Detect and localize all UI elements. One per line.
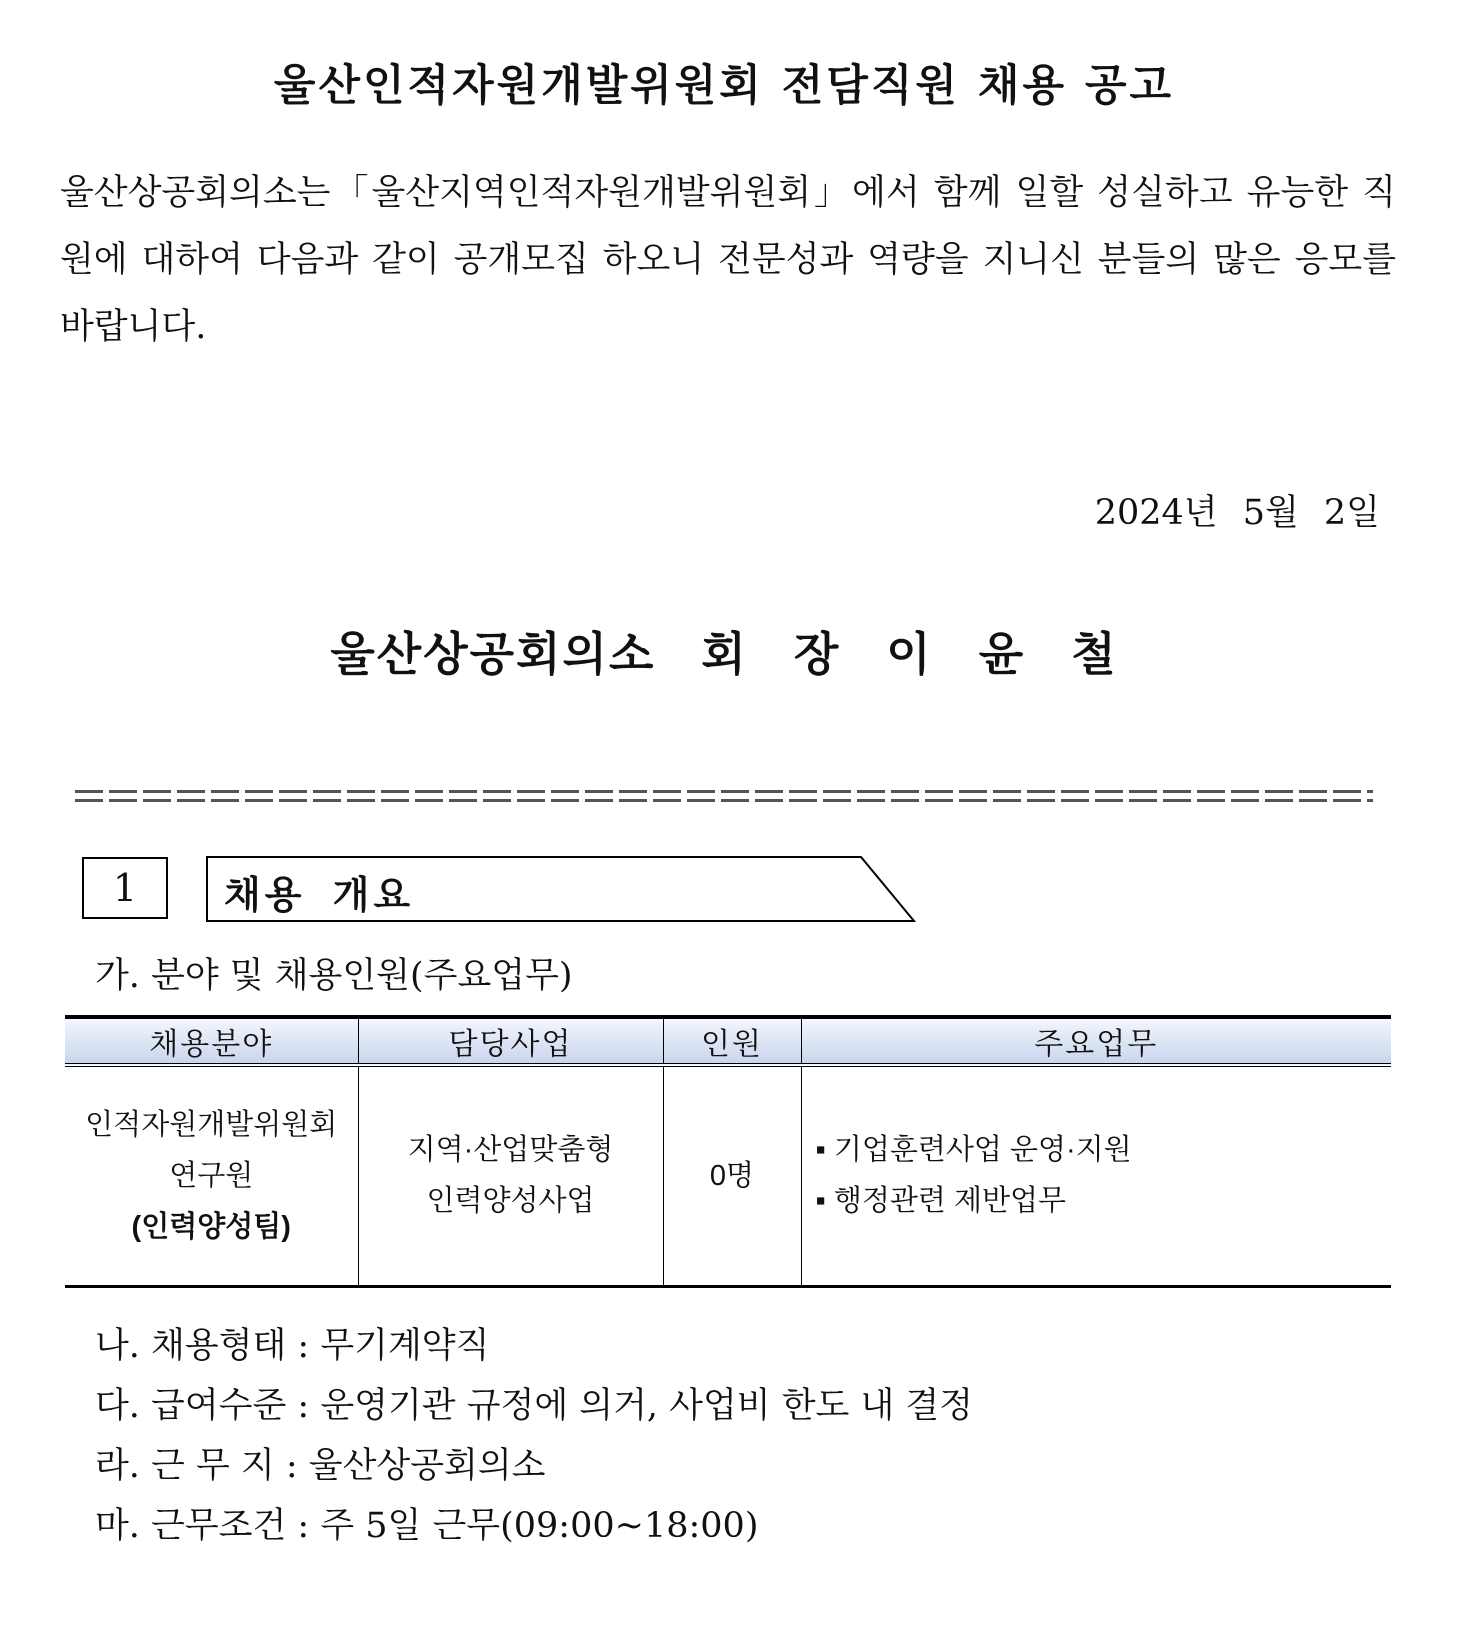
header-field: 채용분야 (65, 1017, 358, 1065)
table-header-row (65, 1017, 1391, 1065)
section-number-box: 1 (82, 857, 168, 919)
signature-line: 울산상공회의소 회 장 이 윤 철 (330, 627, 1118, 681)
duty-item: ▪ 행정관련 제반업무 (815, 1185, 1067, 1217)
project-line-2: 인력양성사업 (426, 1185, 595, 1217)
intro-paragraph: 울산상공회의소는「울산지역인적자원개발위원회」에서 함께 일할 성실하고 유능한 직원에 대하여 다음과 같이 공개모집 하오니 전문성과 역량을 지니신 분들의 많은 응모를 바랍니다. (60, 173, 1396, 347)
header-project: 담당사업 (358, 1017, 663, 1065)
section-heading-tab (206, 856, 916, 922)
recruitment-table (65, 1015, 1391, 1288)
announcement-date: 2024년 5월 2일 (1094, 493, 1380, 533)
project-line-1: 지역·산업맞춤형 (407, 1134, 614, 1166)
table-row (65, 1065, 1391, 1287)
item-workplace: 라. 근 무 지 : 울산상공회의소 (95, 1446, 546, 1486)
item-working-conditions: 마. 근무조건 : 주 5일 근무(09:00~18:00) (95, 1506, 759, 1546)
item-employment-type: 나. 채용형태 : 무기계약직 (95, 1326, 490, 1366)
header-duties: 주요업무 (801, 1017, 1391, 1065)
field-team: (인력양성팀) (131, 1210, 291, 1243)
page-title: 울산인적자원개발위원회 전담직원 채용 공고 (273, 61, 1175, 111)
field-line-2: 연구원 (169, 1159, 254, 1192)
duty-item: ▪ 기업훈련사업 운영·지원 (815, 1134, 1132, 1166)
item-salary: 다. 급여수준 : 운영기관 규정에 의거, 사업비 한도 내 결정 (95, 1386, 973, 1426)
header-count: 인원 (663, 1017, 801, 1065)
double-dash-divider (75, 790, 1373, 804)
cell-duties (801, 1065, 1391, 1287)
subsection-a: 가. 분야 및 채용인원(주요업무) (95, 956, 573, 996)
cell-project (358, 1065, 663, 1287)
section-heading: 채용 개요 (224, 872, 415, 917)
cell-count: 0명 (663, 1065, 801, 1287)
cell-field (65, 1065, 358, 1287)
field-line-1: 인적자원개발위원회 (85, 1108, 338, 1141)
